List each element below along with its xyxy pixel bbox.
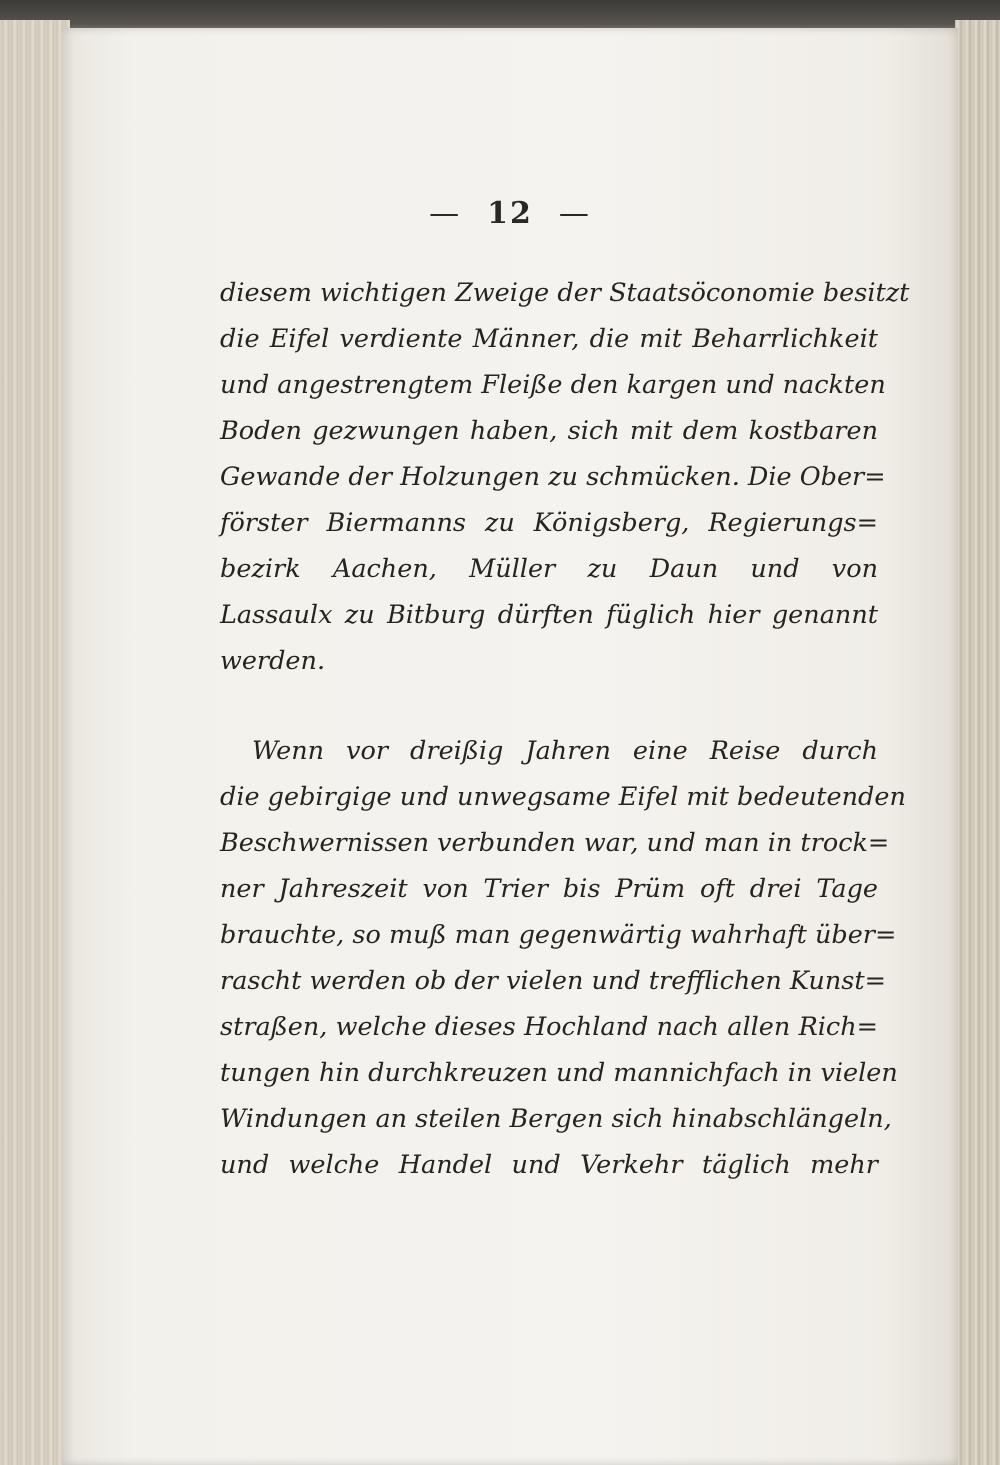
right-page-edges bbox=[955, 20, 1000, 1465]
page-number-dash-right: — bbox=[558, 196, 591, 231]
page-number-header bbox=[62, 196, 958, 231]
text-line: werden. bbox=[220, 646, 326, 676]
text-line: Lassaulx zu Bitburg dürften füglich hier genannt bbox=[220, 600, 878, 630]
text-line: rascht werden ob der vielen und trefflichen Kunst= bbox=[220, 966, 886, 996]
text-line: Boden gezwungen haben, sich mit dem kostbaren bbox=[220, 416, 878, 446]
text-line: Wenn vor dreißig Jahren eine Reise durch bbox=[252, 736, 878, 766]
text-line: diesem wichtigen Zweige der Staatsöconomie besitzt bbox=[220, 278, 910, 308]
text-line: und welche Handel und Verkehr täglich mehr bbox=[220, 1150, 878, 1180]
text-line: tungen hin durchkreuzen und mannichfach in vielen bbox=[220, 1058, 898, 1088]
paragraph-gap bbox=[220, 684, 878, 728]
text-line: die gebirgige und unwegsame Eifel mit bedeutenden bbox=[220, 782, 906, 812]
text-line: förster Biermanns zu Königsberg, Regierungs= bbox=[220, 508, 878, 538]
text-line: Gewande der Holzungen zu schmücken. Die Ober= bbox=[220, 462, 886, 492]
text-line: Beschwernissen verbunden war, und man in trock= bbox=[220, 828, 890, 858]
text-line: und angestrengtem Fleiße den kargen und nackten bbox=[220, 370, 886, 400]
text-line: bezirk Aachen, Müller zu Daun und von bbox=[220, 554, 878, 584]
left-page-edges bbox=[0, 20, 70, 1465]
body-text bbox=[220, 270, 910, 1188]
text-line: brauchte, so muß man gegenwärtig wahrhaft über= bbox=[220, 920, 897, 950]
text-line: Windungen an steilen Bergen sich hinabschlängeln, bbox=[220, 1104, 892, 1134]
text-line: straßen, welche dieses Hochland nach allen Rich= bbox=[220, 1012, 878, 1042]
page-number: 12 bbox=[487, 196, 533, 231]
book-page bbox=[62, 28, 958, 1465]
text-line: ner Jahreszeit von Trier bis Prüm oft drei Tage bbox=[220, 874, 878, 904]
text-line: die Eifel verdiente Männer, die mit Beharrlichkeit bbox=[220, 324, 878, 354]
page-number-dash-left: — bbox=[429, 196, 462, 231]
